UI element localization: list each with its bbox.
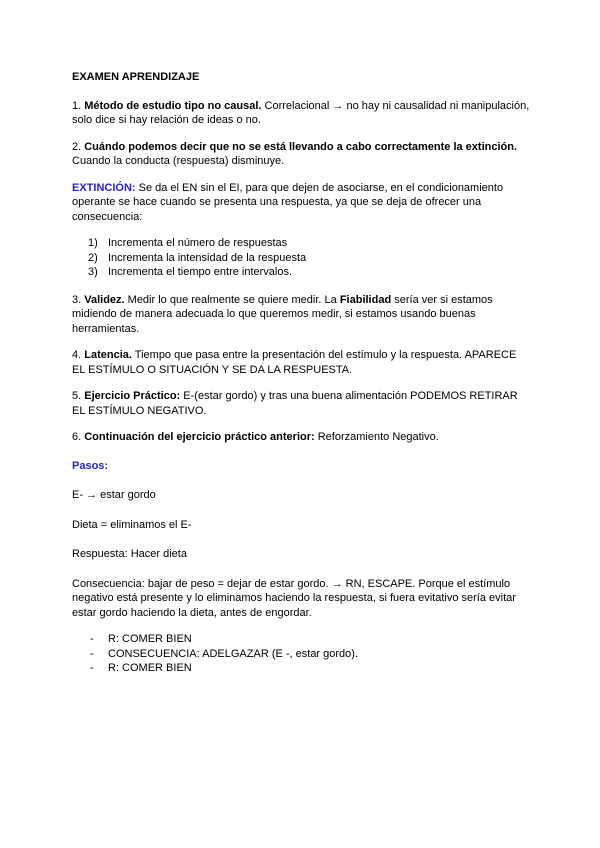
question-4-text: Tiempo que pasa entre la presentación del estímulo y la respuesta. APARECE EL ESTÍMULO O SITUACIÓN Y SE DA LA RESPUESTA. — [72, 349, 517, 376]
list-item-dash: - — [90, 647, 94, 660]
list-item-number: 1) — [88, 237, 98, 249]
list-item-text: R: COMER BIEN — [108, 633, 192, 645]
question-3-label-2: Fiabilidad — [339, 293, 392, 306]
pasos-line-3: Respuesta: Hacer dieta — [72, 548, 187, 560]
extincion-label: EXTINCIÓN: — [72, 181, 136, 194]
question-5-text: E-(estar gordo) y tras una buena alimentación PODEMOS RETIRAR EL ESTÍMULO NEGATIVO. — [72, 390, 518, 417]
pasos-label: Pasos: — [72, 459, 109, 472]
question-1-number: 1. — [72, 99, 85, 112]
question-3-text-2: sería ver si estamos midiendo de manera adecuada lo que queremos medir, si estamos usando buenas herramientas. — [72, 293, 493, 335]
list-item-text: CONSECUENCIA: ADELGAZAR (E -, estar gordo). — [108, 647, 359, 660]
list-item — [72, 647, 532, 662]
question-6-label: Continuación del ejercicio práctico anterior: — [84, 431, 315, 443]
list-item — [72, 236, 532, 251]
pasos-line-2: Dieta = eliminamos el E- — [72, 518, 192, 531]
list-item-text: Incrementa el tiempo entre intervalos. — [108, 266, 293, 278]
question-2-text: Cuando la conducta (respuesta) disminuye. — [72, 155, 285, 167]
list-item-dash: - — [90, 633, 94, 645]
question-3-label: Validez. — [84, 293, 125, 306]
question-6-text: Reforzamiento Negativo. — [314, 431, 439, 443]
extincion-paragraph — [72, 181, 532, 225]
question-3-number: 3. — [72, 293, 85, 306]
question-6 — [72, 430, 532, 445]
list-item-dash: - — [90, 662, 94, 674]
question-5-label: Ejercicio Práctico: — [84, 390, 181, 402]
question-3 — [72, 293, 532, 337]
list-item-number: 3) — [88, 266, 98, 278]
question-2-number: 2. — [72, 140, 85, 153]
question-1-label: Método de estudio tipo no causal. — [84, 99, 262, 112]
question-5-number: 5. — [72, 390, 85, 402]
question-2-label: Cuándo podemos decir que no se está llevando a cabo correctamente la extinción. — [84, 140, 518, 153]
pasos-heading — [72, 459, 532, 474]
consecuencia-paragraph: Consecuencia: bajar de peso = dejar de estar gordo. → RN, ESCAPE. Porque el estímulo negativo está presente y lo eliminamos haciendo la respuesta, si fuera evitativo sería evitar estar gordo haciendo la dieta, antes de engordar. — [72, 577, 516, 619]
list-item — [72, 661, 532, 676]
list-item-text: Incrementa la intensidad de la respuesta — [108, 251, 307, 264]
extincion-list — [72, 236, 532, 280]
question-4-label: Latencia. — [84, 349, 132, 361]
list-item-text: R: COMER BIEN — [108, 662, 192, 674]
question-3-text-1: Medir lo que realmente se quiere medir. La — [124, 293, 340, 306]
question-1 — [72, 99, 532, 128]
document-title: EXAMEN APRENDIZAJE — [72, 71, 200, 83]
question-2 — [72, 140, 532, 169]
list-item-number: 2) — [88, 251, 98, 264]
question-1-text: Correlacional → no hay ni causalidad ni manipulación, solo dice si hay relación de ideas o no. — [72, 99, 530, 126]
question-4 — [72, 348, 532, 377]
list-item — [72, 265, 532, 280]
pasos-line-1: E- → estar gordo — [72, 489, 156, 501]
pasos-bullet-list — [72, 632, 532, 676]
extincion-text: Se da el EN sin el EI, para que dejen de asociarse, en el condicionamiento operante se hace cuando se presenta una respuesta, ya que se deja de ofrecer una consecuencia: — [72, 181, 504, 223]
question-4-number: 4. — [72, 349, 85, 361]
question-6-number: 6. — [72, 431, 85, 443]
list-item — [72, 632, 532, 647]
document-page — [72, 70, 532, 689]
question-5 — [72, 389, 532, 418]
list-item — [72, 251, 532, 266]
list-item-text: Incrementa el número de respuestas — [108, 237, 288, 249]
